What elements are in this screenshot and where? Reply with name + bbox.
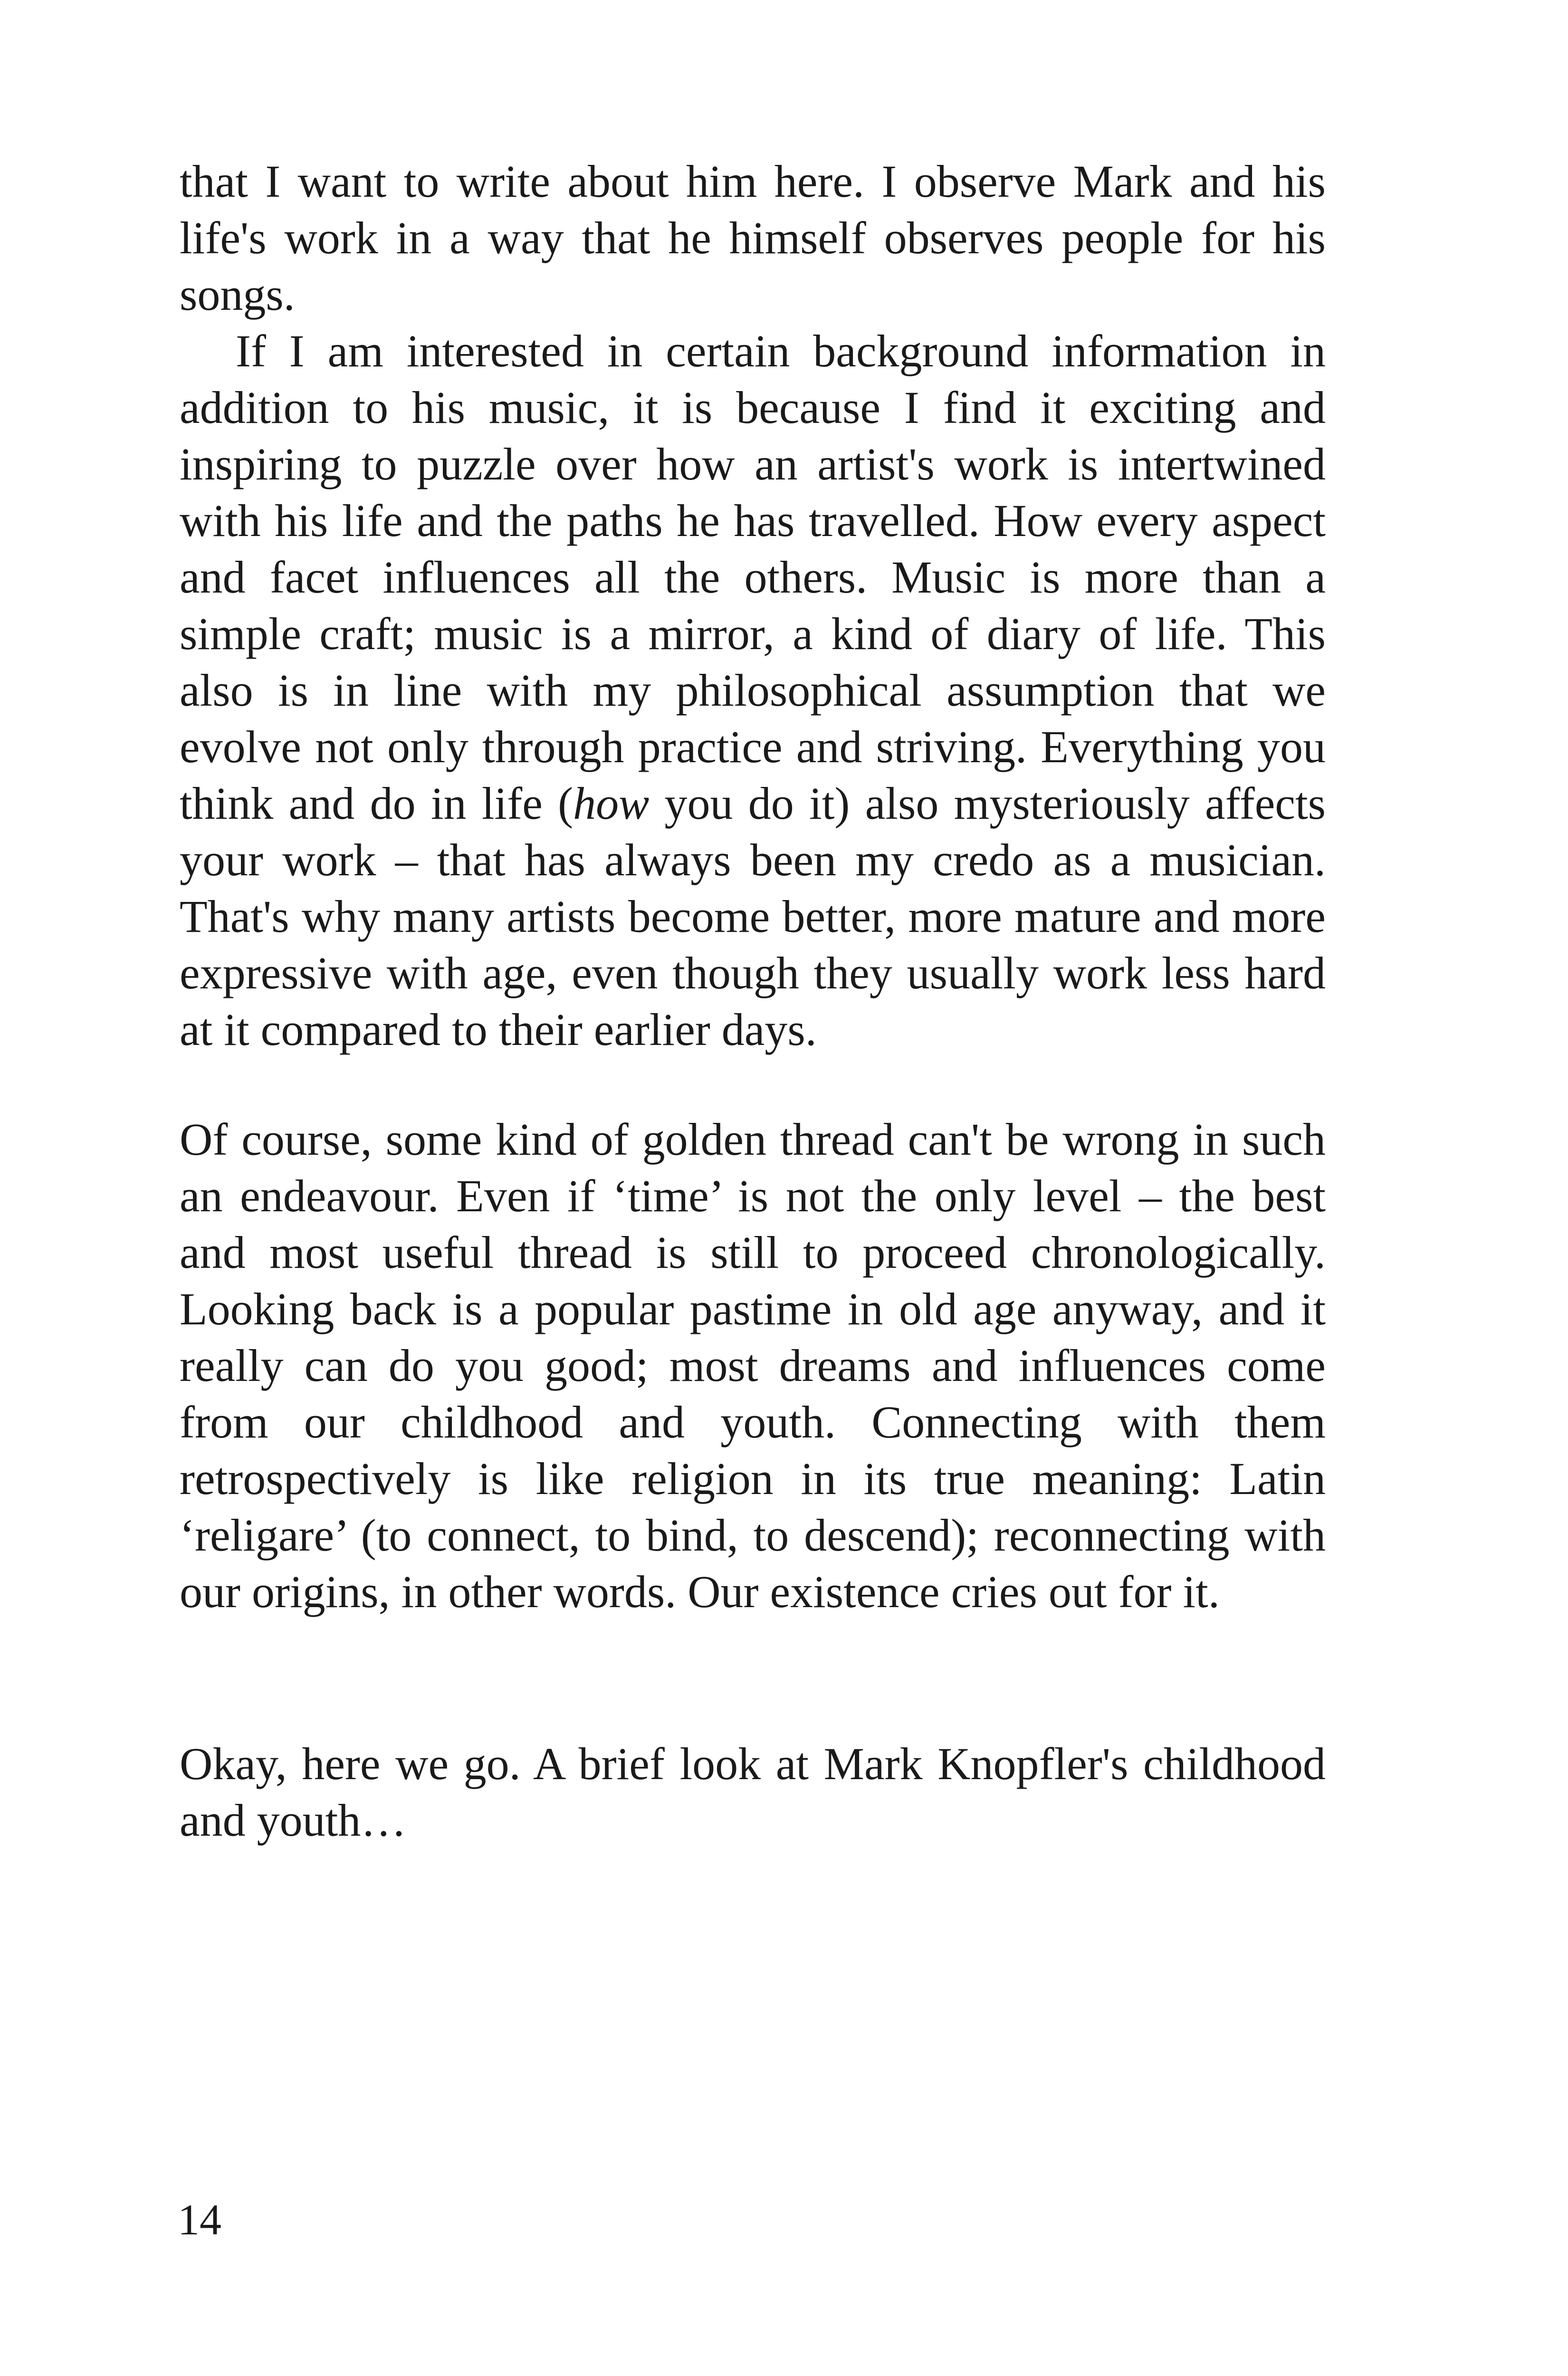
closing-text-block: [180, 1735, 1326, 1849]
opening-text-block: [180, 153, 1326, 1058]
paragraph-continued: that I want to write about him here. I observe Mark and his life's work in a way that he himself observes people for his songs.: [180, 156, 1326, 320]
page-number: 14: [178, 2195, 221, 2244]
paragraph-here-we-go: Okay, here we go. A brief look at Mark Knopfler's childhood and youth…: [180, 1738, 1326, 1846]
paragraph-2-text-start: If I am interested in certain background information in addition to his music, it is because I find it exciting and inspiring to puzzle over how an artist's work is intertwined with his life and the paths he has travelled. How every aspect and facet influences all the others. Music is more than a simple craft; music is a mirror, a kind of diary of life. This also is in line with my philosophical assumption that we evolve not only through practice and striving. Everything you think and do in life (: [180, 326, 1326, 829]
paragraph-2-italic-word: how: [573, 778, 650, 829]
paragraph-background-information: [180, 323, 1326, 1058]
paragraph-2-text-end: you do it) also mysteriously affects your work – that has always been my credo as a musician. That's why many artists become better, more mature and more expressive with age, even though they usually work less hard at it compared to their earlier days.: [180, 778, 1326, 1055]
golden-thread-text-block: [180, 1111, 1326, 1620]
paragraph-golden-thread: Of course, some kind of golden thread can't be wrong in such an endeavour. Even if ‘time’ is not the only level – the best and most useful thread is still to proceed chronologically. Looking back is a popular pastime in old age anyway, and it really can do you good; most dreams and influences come from our childhood and youth. Connecting with them retrospectively is like religion in its true meaning: Latin ‘religare’ (to connect, to bind, to descend); reconnecting with our origins, in other words. Our existence cries out for it.: [180, 1114, 1326, 1617]
